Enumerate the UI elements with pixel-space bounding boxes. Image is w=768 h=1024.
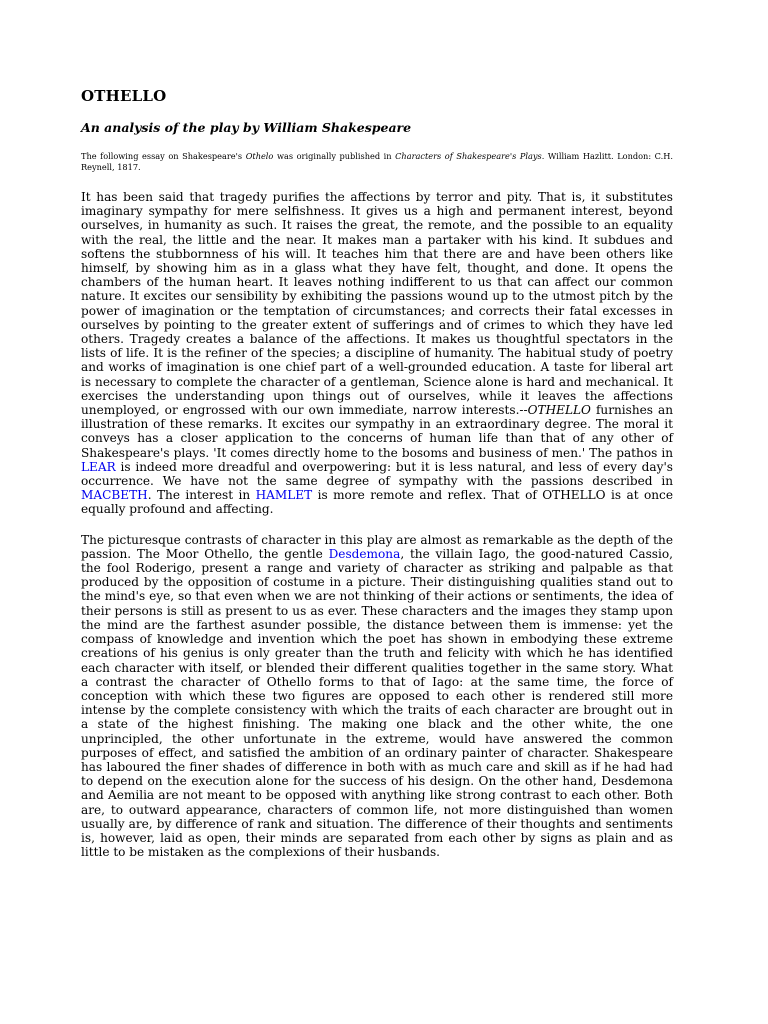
note-text: was originally published in: [273, 151, 396, 161]
paragraph-text: It has been said that tragedy purifies the affections by terror and pity. That is, it substitutes imaginary sympathy for mere selfishness. It gives us a high and permanent interest, beyond ourselves, in humanity as such. It raises the great, the remote, and the possible to an equality with the real, the little and the near. It makes man a partaker with his kind. It subdues and softens the stubbornness of his will. It teaches him that there are and have been others like himself, by showing him as in a glass what they have felt, thought, and done. It opens the chambers of the human heart. It leaves nothing indifferent to us that can affect our common nature. It excites our sensibility by exhibiting the passions wound up to the utmost pitch by the power of imagination or the temptation of circumstances; and corrects their fatal excesses in ourselves by pointing to the greater extent of sufferings and of crimes to which they have led others. Tragedy creates a balance of the affections. It makes us thoughtful spectators in the lists of life. It is the refiner of the species; a discipline of humanity. The habitual study of poetry and works of imagination is one chief part of a well-grounded education. A taste for liberal art is necessary to complete the character of a gentleman, Science alone is hard and mechanical. It exercises the understanding upon things out of ourselves, while it leaves the affections unemployed, or engrossed with our own immediate, narrow interests.--: [81, 190, 673, 418]
document-title: OTHELLO: [81, 87, 167, 105]
othello-emphasis: OTHELLO: [527, 403, 591, 418]
note-text: The following essay on Shakespeare's: [81, 151, 246, 161]
paragraph-1: [81, 190, 673, 517]
paragraph-text: is more remote and reflex. That of OTHELLO is at once equally profound and affecting.: [81, 488, 673, 517]
paragraph-text: . The interest in: [147, 488, 256, 503]
note-book-title: Characters of Shakespeare's Plays.: [395, 151, 545, 161]
paragraph-text: , the villain Iago, the good-natured Cassio, the fool Roderigo, present a range and variety of character as striking and palpable as that produced by the opposition of costume in a picture. Their distinguishing qualities stand out to the mind's eye, so that even when we are not thinking of their actions or sentiments, the idea of their persons is still as present to us as ever. These characters and the images they stamp upon the mind are the farthest asunder possible, the distance between them is immense: yet the compass of knowledge and invention which the poet has shown in embodying these extreme creations of his genius is only greater than the truth and felicity with which he has identified each character with itself, or blended their different qualities together in the same story. What a contrast the character of Othello forms to that of Iago: at the same time, the force of conception with which these two figures are opposed to each other is rendered still more intense by the complete consistency with which the traits of each character are brought out in a state of the highest finishing. The making one black and the other white, the one unprincipled, the other unfortunate in the extreme, would have answered the common purposes of effect, and satisfied the ambition of an ordinary painter of character. Shakespeare has laboured the finer shades of difference in both with as much care and skill as if he had had to depend on the execution alone for the success of his design. On the other hand, Desdemona and Aemilia are not meant to be opposed with anything like strong contrast to each other. Both are, to outward appearance, characters of common life, not more distinguished than women usually are, by difference of rank and situation. The difference of their thoughts and sentiments is, however, laid as open, their minds are separated from each other by signs as plain and as little to be mistaken as the complexions of their husbands.: [81, 546, 673, 860]
paragraph-2: [81, 533, 673, 860]
paragraph-text: The picturesque contrasts of character in this play are almost as remarkable as the depth of the passion. The Moor Othello, the gentle: [81, 532, 673, 561]
link-hamlet[interactable]: HAMLET: [255, 488, 313, 503]
document-page: [81, 86, 673, 859]
paragraph-text: furnishes an illustration of these remarks. It excites our sympathy in an extraordinary degree. The moral it conveys has a closer application to the concerns of human life than that of any other of Shakespeare's plays. 'It comes directly home to the bosoms and business of men.' The pathos in: [81, 403, 673, 460]
note-play-title: Othelo: [245, 151, 274, 161]
link-macbeth[interactable]: MACBETH: [81, 488, 148, 503]
note-text: William Hazlitt. London: C.H. Reynell, 1817.: [81, 151, 673, 172]
paragraph-text: is indeed more dreadful and overpowering: but it is less natural, and less of every day's occurrence. We have not the same degree of sympathy with the passions described in: [81, 459, 673, 489]
link-lear[interactable]: LEAR: [81, 459, 116, 474]
publication-note: [81, 151, 673, 173]
link-desdemona[interactable]: Desdemona: [328, 546, 401, 561]
document-subtitle: An analysis of the play by William Shakespeare: [81, 120, 412, 135]
